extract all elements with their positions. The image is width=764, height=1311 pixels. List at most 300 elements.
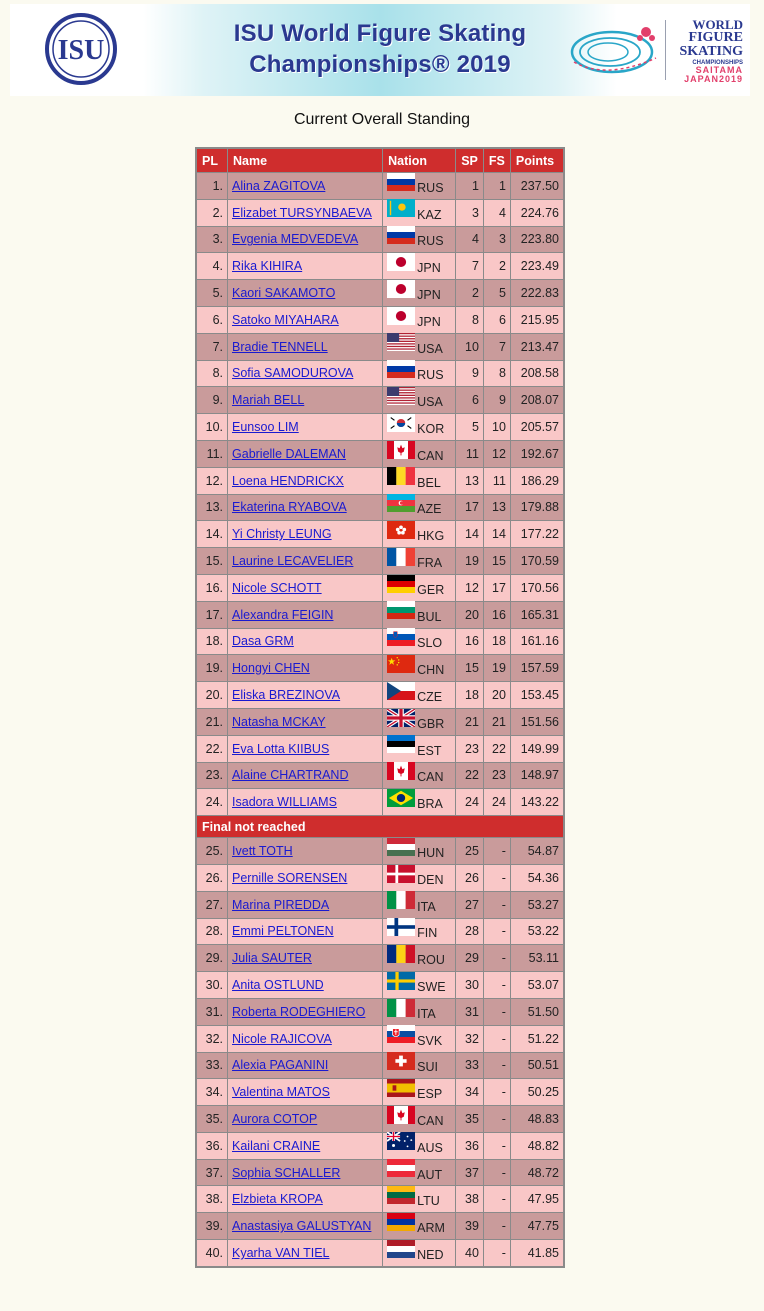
skater-name-link[interactable]: Ivett TOTH [232, 844, 293, 859]
sp-rank-cell: 36 [456, 1132, 484, 1159]
sp-rank-cell: 32 [456, 1025, 484, 1052]
logo-line-saitama: SAITAMA [695, 65, 743, 75]
fs-rank-cell: 15 [483, 548, 510, 575]
skater-name-link[interactable]: Anastasiya GALUSTYAN [232, 1219, 372, 1234]
points-cell: 161.16 [510, 628, 564, 655]
sp-rank-cell: 18 [456, 682, 484, 709]
skater-name-link[interactable]: Aurora COTOP [232, 1111, 318, 1126]
nation-cell [383, 762, 456, 789]
column-header-fs: FS [483, 148, 510, 173]
skater-name-cell [228, 708, 383, 735]
skater-name-link[interactable]: Eva Lotta KIIBUS [232, 741, 330, 756]
nation-code: KAZ [417, 207, 442, 222]
points-cell: 48.72 [510, 1159, 564, 1186]
sp-rank-cell: 1 [456, 173, 484, 200]
fs-rank-cell: - [483, 891, 510, 918]
sp-rank-cell: 40 [456, 1240, 484, 1267]
points-cell: 157.59 [510, 655, 564, 682]
skater-name-link[interactable]: Alexia PAGANINI [232, 1058, 329, 1073]
sp-rank-cell: 3 [456, 199, 484, 226]
cze-flag-icon [387, 682, 415, 700]
nation-cell [383, 360, 456, 387]
placement-cell: 27. [196, 891, 228, 918]
skater-name-link[interactable]: Natasha MCKAY [232, 714, 326, 729]
standings-body [196, 173, 564, 1267]
skater-name-link[interactable]: Hongyi CHEN [232, 661, 310, 676]
nation-code: DEN [417, 872, 444, 887]
skater-name-cell [228, 494, 383, 521]
table-row [196, 601, 564, 628]
table-row [196, 387, 564, 414]
nation-cell [383, 945, 456, 972]
sp-rank-cell: 12 [456, 574, 484, 601]
table-row [196, 333, 564, 360]
skater-name-link[interactable]: Emmi PELTONEN [232, 924, 334, 939]
fs-rank-cell: - [483, 1106, 510, 1133]
table-row [196, 226, 564, 253]
fs-rank-cell: - [483, 838, 510, 865]
skater-name-link[interactable]: Anita OSTLUND [232, 978, 324, 992]
skater-name-link[interactable]: Nicole SCHOTT [232, 580, 322, 595]
nation-code: HUN [417, 846, 445, 861]
points-cell: 222.83 [510, 280, 564, 307]
nation-cell [383, 601, 456, 628]
points-cell: 215.95 [510, 306, 564, 333]
nation-code: BEL [417, 475, 441, 490]
table-row [196, 1240, 564, 1267]
points-cell: 151.56 [510, 708, 564, 735]
table-row [196, 494, 564, 521]
points-cell: 223.49 [510, 253, 564, 280]
fs-rank-cell: 6 [483, 306, 510, 333]
nation-code: ITA [417, 899, 436, 914]
nation-code: USA [417, 395, 443, 410]
nation-cell [383, 838, 456, 865]
skater-name-link[interactable]: Loena HENDRICKX [232, 473, 344, 488]
skating-swirl-logo-icon [566, 18, 666, 84]
points-cell: 223.80 [510, 226, 564, 253]
fin-flag-icon [387, 918, 415, 936]
sp-rank-cell: 39 [456, 1213, 484, 1240]
placement-cell: 20. [196, 682, 228, 709]
nation-cell [383, 708, 456, 735]
skater-name-cell [228, 838, 383, 865]
ger-flag-icon [387, 575, 415, 593]
table-row [196, 891, 564, 918]
placement-cell: 23. [196, 762, 228, 789]
placement-cell: 19. [196, 655, 228, 682]
table-row [196, 280, 564, 307]
placement-cell: 21. [196, 708, 228, 735]
skater-name-cell [228, 1240, 383, 1267]
page-title: Current Overall Standing [293, 111, 471, 128]
skater-name-link[interactable]: Isadora WILLIAMS [232, 795, 337, 810]
sp-rank-cell: 11 [456, 440, 484, 467]
fs-rank-cell: - [483, 1159, 510, 1186]
jpn-flag-icon [387, 280, 415, 298]
skater-name-link[interactable]: Rika KIHIRA [232, 259, 303, 274]
placement-cell: 22. [196, 735, 228, 762]
points-cell: 192.67 [510, 440, 564, 467]
placement-cell: 35. [196, 1106, 228, 1133]
fs-rank-cell: - [483, 945, 510, 972]
nation-cell [383, 1159, 456, 1186]
nation-code: NED [417, 1247, 444, 1262]
placement-cell: 40. [196, 1240, 228, 1267]
svk-flag-icon [387, 1025, 415, 1043]
fs-rank-cell: - [483, 1186, 510, 1213]
rus-flag-icon [387, 226, 415, 244]
fs-rank-cell: 1 [483, 173, 510, 200]
fs-rank-cell: 22 [483, 735, 510, 762]
fs-rank-cell: 24 [483, 789, 510, 816]
fs-rank-cell: 14 [483, 521, 510, 548]
fs-rank-cell: 2 [483, 253, 510, 280]
skater-name-link[interactable]: Bradie TENNELL [232, 339, 328, 354]
skater-name-link[interactable]: Marina PIREDDA [232, 897, 330, 912]
sui-flag-icon [387, 1052, 415, 1070]
placement-cell: 31. [196, 998, 228, 1025]
points-cell: 224.76 [510, 199, 564, 226]
table-row [196, 838, 564, 865]
points-cell: 208.58 [510, 360, 564, 387]
nation-code: CAN [417, 1113, 444, 1128]
placement-cell: 32. [196, 1025, 228, 1052]
table-row [196, 998, 564, 1025]
table-row [196, 253, 564, 280]
skater-name-link[interactable]: Nicole RAJICOVA [232, 1031, 332, 1046]
table-row [196, 173, 564, 200]
skater-name-link[interactable]: Alexandra FEIGIN [232, 607, 334, 622]
placement-cell: 18. [196, 628, 228, 655]
skater-name-link[interactable]: Laurine LECAVELIER [232, 554, 354, 569]
nation-code: CAN [417, 448, 444, 463]
nation-cell [383, 891, 456, 918]
nation-cell [383, 548, 456, 575]
sp-rank-cell: 28 [456, 918, 484, 945]
logo-line-japan: JAPAN2019 [684, 74, 743, 84]
points-cell: 179.88 [510, 494, 564, 521]
fs-rank-cell: 18 [483, 628, 510, 655]
sp-rank-cell: 33 [456, 1052, 484, 1079]
table-row [196, 414, 564, 441]
ltu-flag-icon [387, 1186, 415, 1204]
skater-name-link[interactable]: Evgenia MEDVEDEVA [232, 232, 359, 247]
points-cell: 41.85 [510, 1240, 564, 1267]
skater-name-cell [228, 414, 383, 441]
skater-name-link[interactable]: Sophia SCHALLER [232, 1165, 341, 1180]
fs-rank-cell: 5 [483, 280, 510, 307]
nation-cell [383, 1132, 456, 1159]
bul-flag-icon [387, 601, 415, 619]
points-cell: 47.95 [510, 1186, 564, 1213]
points-cell: 213.47 [510, 333, 564, 360]
placement-cell: 34. [196, 1079, 228, 1106]
rou-flag-icon [387, 945, 415, 963]
nation-cell [383, 1052, 456, 1079]
sp-rank-cell: 35 [456, 1106, 484, 1133]
nation-code: ARM [417, 1221, 445, 1236]
nation-cell [383, 440, 456, 467]
nation-code: ESP [417, 1087, 443, 1102]
sp-rank-cell: 8 [456, 306, 484, 333]
skater-name-cell [228, 1213, 383, 1240]
kaz-flag-icon [387, 199, 415, 217]
table-row [196, 521, 564, 548]
placement-cell: 3. [196, 226, 228, 253]
skater-name-link[interactable]: Kailani CRAINE [232, 1138, 321, 1153]
sp-rank-cell: 7 [456, 253, 484, 280]
placement-cell: 38. [196, 1186, 228, 1213]
sp-rank-cell: 34 [456, 1079, 484, 1106]
points-cell: 149.99 [510, 735, 564, 762]
table-row [196, 1186, 564, 1213]
nation-code: AUT [417, 1167, 443, 1182]
sp-rank-cell: 13 [456, 467, 484, 494]
points-cell: 170.59 [510, 548, 564, 575]
nation-code: AZE [417, 502, 442, 517]
nation-code: CAN [417, 770, 444, 785]
skater-name-cell [228, 789, 383, 816]
nation-code: BUL [417, 609, 442, 624]
table-row [196, 735, 564, 762]
skater-name-link[interactable]: Gabrielle DALEMAN [232, 446, 346, 461]
nation-code: SUI [417, 1060, 438, 1075]
table-row [196, 1106, 564, 1133]
table-row [196, 574, 564, 601]
sp-rank-cell: 24 [456, 789, 484, 816]
table-row [196, 708, 564, 735]
nation-cell [383, 494, 456, 521]
skater-name-link[interactable]: Yi Christy LEUNG [232, 527, 332, 542]
skater-name-cell [228, 333, 383, 360]
table-row [196, 199, 564, 226]
table-row [196, 682, 564, 709]
placement-cell: 5. [196, 280, 228, 307]
skater-name-cell [228, 998, 383, 1025]
placement-cell: 12. [196, 467, 228, 494]
championship-logo [671, 18, 743, 84]
nation-cell [383, 628, 456, 655]
nation-cell [383, 1079, 456, 1106]
fs-rank-cell: 3 [483, 226, 510, 253]
points-cell: 47.75 [510, 1213, 564, 1240]
nation-code: ROU [417, 953, 445, 968]
points-cell: 148.97 [510, 762, 564, 789]
sp-rank-cell: 37 [456, 1159, 484, 1186]
nation-code: JPN [417, 314, 441, 329]
skater-name-cell [228, 628, 383, 655]
placement-cell: 16. [196, 574, 228, 601]
skater-name-link[interactable]: Dasa GRM [232, 634, 294, 649]
nation-cell [383, 918, 456, 945]
sp-rank-cell: 25 [456, 838, 484, 865]
nation-code: AUS [417, 1140, 443, 1155]
nation-cell [383, 467, 456, 494]
table-row [196, 1025, 564, 1052]
placement-cell: 25. [196, 838, 228, 865]
ita-flag-icon [387, 891, 415, 909]
nation-code: KOR [417, 422, 445, 437]
skater-name-link[interactable]: Eliska BREZINOVA [232, 688, 341, 703]
logo-line-championships: CHAMPIONSHIPS [692, 60, 743, 66]
skater-name-link[interactable]: Satoko MIYAHARA [232, 312, 339, 327]
skater-name-cell [228, 1106, 383, 1133]
nation-code: ITA [417, 1006, 436, 1021]
skater-name-cell [228, 1159, 383, 1186]
skater-name-link[interactable]: Kyarha VAN TIEL [232, 1245, 330, 1260]
isu-logo-icon [44, 12, 118, 86]
placement-cell: 30. [196, 972, 228, 999]
sp-rank-cell: 38 [456, 1186, 484, 1213]
ned-flag-icon [387, 1240, 415, 1258]
points-cell: 50.51 [510, 1052, 564, 1079]
fs-rank-cell: 20 [483, 682, 510, 709]
skater-name-link[interactable]: Julia SAUTER [232, 951, 312, 966]
skater-name-cell [228, 467, 383, 494]
points-cell: 177.22 [510, 521, 564, 548]
column-header-sp: SP [456, 148, 484, 173]
svg-text:ISU: ISU [57, 35, 105, 66]
skater-name-cell [228, 891, 383, 918]
skater-name-cell [228, 253, 383, 280]
skater-name-cell [228, 945, 383, 972]
skater-name-cell [228, 548, 383, 575]
placement-cell: 9. [196, 387, 228, 414]
skater-name-link[interactable]: Roberta RODEGHIERO [232, 1004, 366, 1019]
can-flag-icon [387, 762, 415, 780]
skater-name-cell [228, 1132, 383, 1159]
skater-name-link[interactable]: Kaori SAKAMOTO [232, 286, 336, 301]
skater-name-link[interactable]: Pernille SORENSEN [232, 870, 348, 885]
skater-name-link[interactable]: Valentina MATOS [232, 1085, 330, 1100]
placement-cell: 10. [196, 414, 228, 441]
skater-name-cell [228, 574, 383, 601]
fs-rank-cell: 13 [483, 494, 510, 521]
table-row [196, 360, 564, 387]
table-row [196, 972, 564, 999]
skater-name-cell [228, 306, 383, 333]
ita-flag-icon [387, 999, 415, 1017]
skater-name-link[interactable]: Alina ZAGITOVA [232, 178, 326, 193]
logo-line-skating: SKATING [679, 44, 743, 59]
points-cell: 143.22 [510, 789, 564, 816]
points-cell: 205.57 [510, 414, 564, 441]
jpn-flag-icon [387, 307, 415, 325]
nation-code: JPN [417, 288, 441, 303]
nation-code: RUS [417, 180, 444, 195]
placement-cell: 26. [196, 864, 228, 891]
usa-flag-icon [387, 333, 415, 351]
placement-cell: 37. [196, 1159, 228, 1186]
fs-rank-cell: 16 [483, 601, 510, 628]
sp-rank-cell: 22 [456, 762, 484, 789]
skater-name-link[interactable]: Alaine CHARTRAND [232, 768, 349, 783]
nation-code: CZE [417, 690, 443, 705]
skater-name-link[interactable]: Eunsoo LIM [232, 420, 299, 435]
logo-line-figure: FIGURE [688, 30, 743, 45]
skater-name-cell [228, 440, 383, 467]
placement-cell: 36. [196, 1132, 228, 1159]
placement-cell: 2. [196, 199, 228, 226]
placement-cell: 15. [196, 548, 228, 575]
can-flag-icon [387, 1106, 415, 1124]
table-row [196, 655, 564, 682]
skater-name-link[interactable]: Elizabet TURSYNBAEVA [232, 205, 372, 220]
sp-rank-cell: 29 [456, 945, 484, 972]
skater-name-link[interactable]: Ekaterina RYABOVA [232, 500, 347, 515]
nation-code: LTU [417, 1194, 440, 1209]
nation-cell [383, 1025, 456, 1052]
placement-cell: 29. [196, 945, 228, 972]
nation-code: CHN [417, 663, 445, 678]
points-cell: 48.83 [510, 1106, 564, 1133]
table-row [196, 918, 564, 945]
arm-flag-icon [387, 1213, 415, 1231]
nation-code: HKG [417, 529, 445, 544]
fs-rank-cell: 17 [483, 574, 510, 601]
aze-flag-icon [387, 494, 415, 512]
placement-cell: 14. [196, 521, 228, 548]
skater-name-link[interactable]: Sofia SAMODUROVA [232, 366, 354, 381]
table-row [196, 789, 564, 816]
fs-rank-cell: 10 [483, 414, 510, 441]
aut-flag-icon [387, 1159, 415, 1177]
nation-code: SWE [417, 980, 446, 994]
nation-cell [383, 173, 456, 200]
table-row [196, 628, 564, 655]
skater-name-cell [228, 1186, 383, 1213]
skater-name-link[interactable]: Mariah BELL [232, 393, 305, 408]
nation-cell [383, 998, 456, 1025]
fs-rank-cell: 8 [483, 360, 510, 387]
banner-title-line1: ISU World Figure Skating [233, 20, 527, 47]
placement-cell: 39. [196, 1213, 228, 1240]
aus-flag-icon [387, 1132, 415, 1150]
nation-code: SLO [417, 636, 443, 651]
nation-cell [383, 655, 456, 682]
nation-cell [383, 1186, 456, 1213]
table-row [196, 548, 564, 575]
kor-flag-icon [387, 414, 415, 432]
chn-flag-icon [387, 655, 415, 673]
placement-cell: 1. [196, 173, 228, 200]
fs-rank-cell: - [483, 1240, 510, 1267]
fs-rank-cell: - [483, 998, 510, 1025]
skater-name-cell [228, 1079, 383, 1106]
table-row [196, 1213, 564, 1240]
column-header-name: Name [228, 148, 383, 173]
fra-flag-icon [387, 548, 415, 566]
bel-flag-icon [387, 467, 415, 485]
placement-cell: 17. [196, 601, 228, 628]
den-flag-icon [387, 865, 415, 883]
hkg-flag-icon [387, 521, 415, 539]
placement-cell: 7. [196, 333, 228, 360]
skater-name-cell [228, 387, 383, 414]
skater-name-cell [228, 972, 383, 999]
column-header-points: Points [510, 148, 564, 173]
points-cell: 54.87 [510, 838, 564, 865]
skater-name-cell [228, 521, 383, 548]
skater-name-link[interactable]: Elzbieta KROPA [232, 1192, 323, 1207]
points-cell: 165.31 [510, 601, 564, 628]
est-flag-icon [387, 735, 415, 753]
fs-rank-cell: 7 [483, 333, 510, 360]
banner-title [160, 18, 600, 80]
placement-cell: 33. [196, 1052, 228, 1079]
points-cell: 53.07 [510, 972, 564, 999]
